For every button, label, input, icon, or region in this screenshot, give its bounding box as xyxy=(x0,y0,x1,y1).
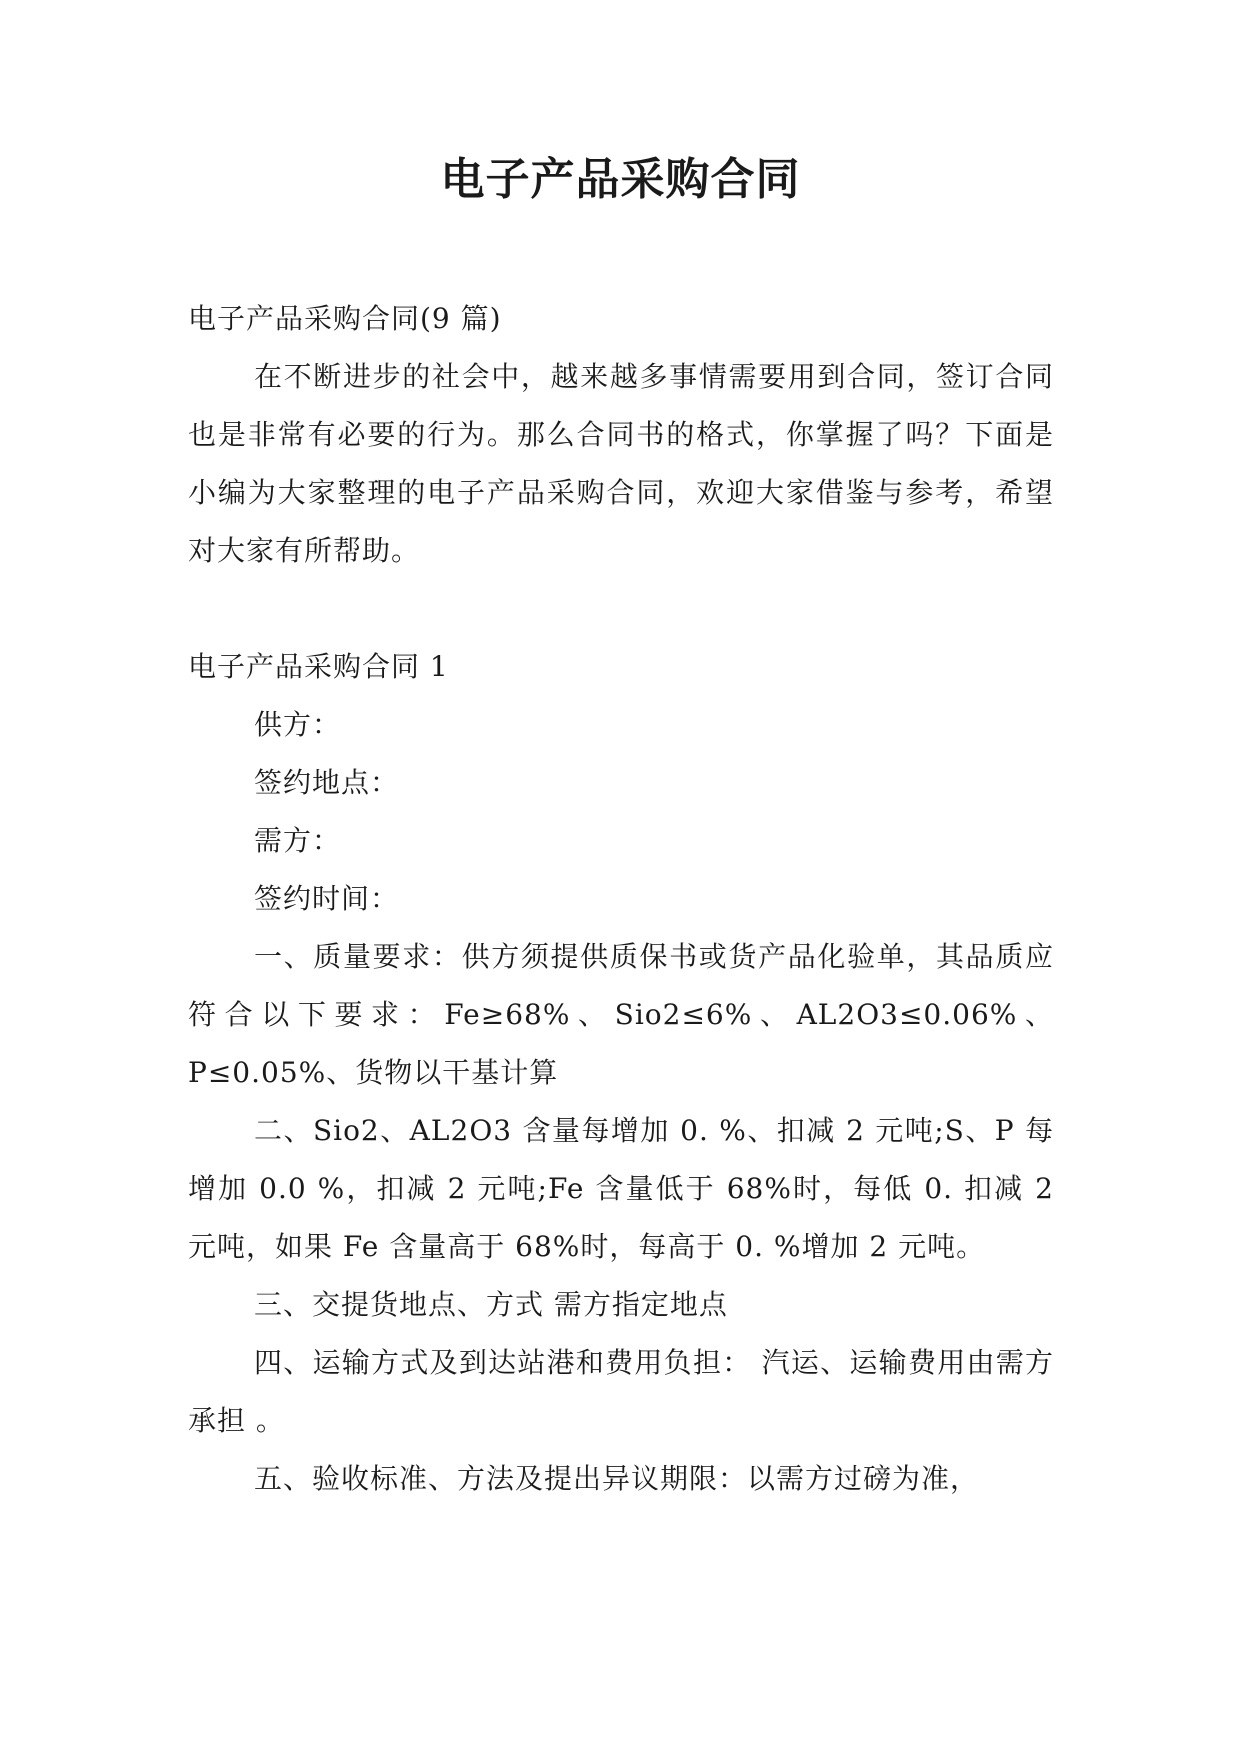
sign-time-field: 签约时间： xyxy=(254,882,400,915)
document-title: 电子产品采购合同 xyxy=(440,154,801,205)
clause-delivery: 三、交提货地点、方式 需方指定地点 xyxy=(254,1288,728,1321)
clause-acceptance: 五、验收标准、方法及提出异议期限：以需方过磅为准， xyxy=(254,1462,980,1495)
clause-deduction: 二、Sio2、AL2O3 含量每增加 0. %、扣减 2 元吨;S、P 每增加 0.0 %，扣减 2 元吨;Fe 含量低于 68%时，每低 0. 扣减 2 元吨，如果 Fe 含量高于 68%时，每高于 0. %增加 2 元吨。 xyxy=(188,1114,1054,1263)
section-heading: 电子产品采购合同 1 xyxy=(188,650,449,683)
intro-paragraph: 在不断进步的社会中，越来越多事情需要用到合同，签订合同也是非常有必要的行为。那么合同书的格式，你掌握了吗？下面是小编为大家整理的电子产品采购合同，欢迎大家借鉴与参考，希望对大家有所帮助。 xyxy=(188,360,1054,567)
clause-quality: 一、质量要求：供方须提供质保书或货产品化验单，其品质应符合以下要求：Fe≥68%、Sio2≤6%、AL2O3≤0.06%、P≤0.05%、货物以干基计算 xyxy=(188,940,1054,1089)
buyer-field: 需方： xyxy=(254,824,342,857)
clause-transport: 四、运输方式及到达站港和费用负担： 汽运、运输费用由需方承担 。 xyxy=(188,1346,1054,1437)
document-subtitle: 电子产品采购合同(9 篇) xyxy=(188,302,502,335)
document-body xyxy=(188,290,1054,1508)
supplier-field: 供方： xyxy=(254,708,342,741)
sign-place-field: 签约地点： xyxy=(254,766,400,799)
